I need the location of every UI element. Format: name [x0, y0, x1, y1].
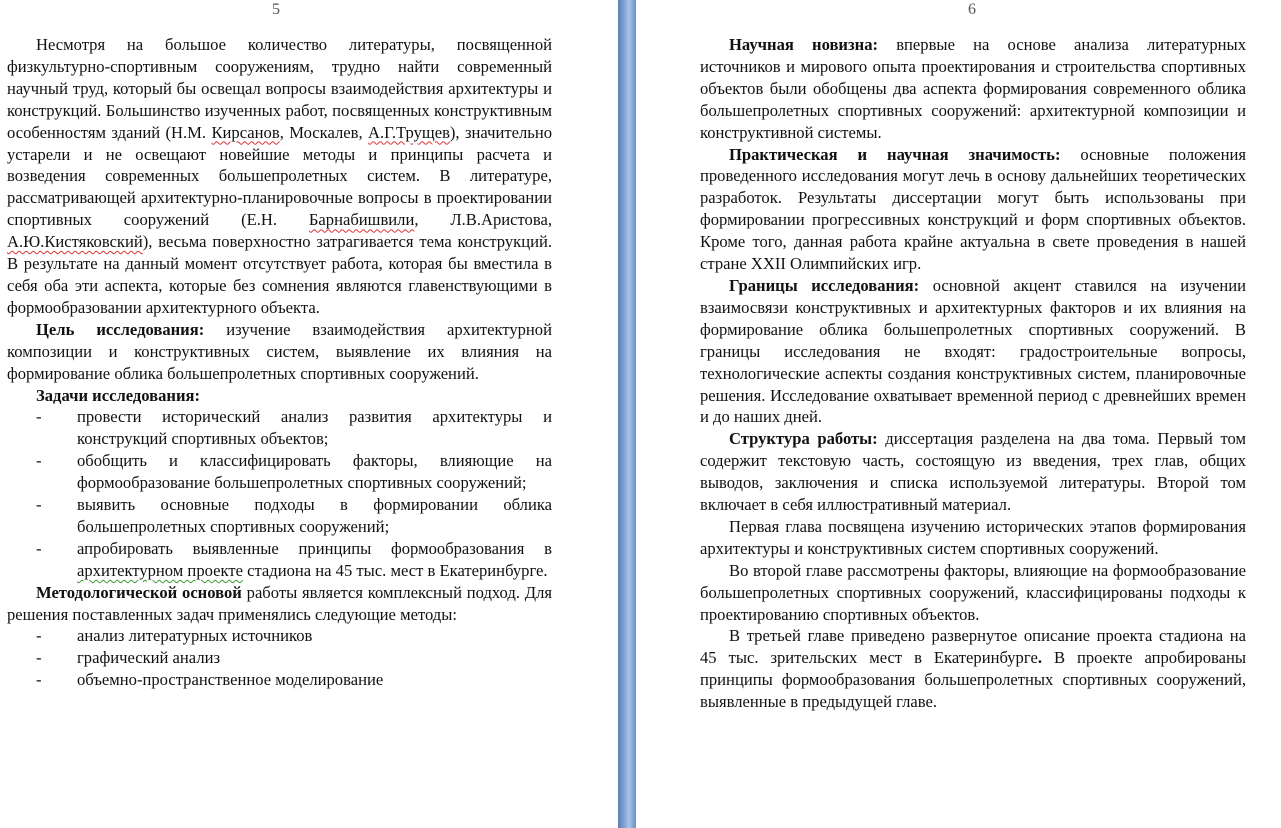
spellcheck-word: Барнабишвили [308, 210, 415, 230]
page-content [700, 34, 1246, 713]
page-number: 5 [272, 1, 280, 18]
spellcheck-word: Кирсанов [211, 122, 280, 142]
list-item: - объемно-пространственное моделирование [36, 670, 384, 690]
boundaries-paragraph: Границы исследования: основной акцент ставился на изучении взаимосвязи конструктивных и архитектурных факторов и их влияния на формирование облика большепролетных спортивных сооружений. В границы исследования не входят: градостроительные вопросы, технологические аспекты создания конструктивных систем, планировочные решения. Исследование охватывает временной период с древнейших времен и до наших дней. [700, 275, 1246, 427]
chapter1-paragraph: Первая глава посвящена изучению исторических этапов формирования архитектуры и конструктивных систем спортивных сооружений. [700, 516, 1246, 558]
page-content [7, 34, 552, 691]
grammar-check-phrase: архитектурном проекте [77, 560, 243, 580]
list-item: - выявить основные подходы в формировании облика большепролетных спортивных сооружений; [36, 495, 552, 536]
tasks-list [7, 406, 552, 581]
list-item: - анализ литературных источников [36, 626, 313, 646]
methods-list [7, 625, 552, 691]
list-item: - провести исторический анализ развития архитектуры и конструкций спортивных объектов; [36, 407, 552, 449]
structure-label: Структура работы: [729, 429, 878, 449]
intro-paragraph: Несмотря на большое количество литературы, посвященной физкультурно-спортивным сооружениям, трудно найти современный научный труд, который бы освещал вопросы взаимодействия архитектуры и конструкций. Большинство изученных работ, посвященных конструктивным особенностям зданий (Н.М. Кирсанов, Москалев, А.Г.Трущев), значительно устарели и не освещают новейшие методы и принципы расчета и возведения современных большепролетных систем. В литературе, рассматривающей архитектурно-планировочные вопросы в проектировании спортивных сооружений (Е.Н. Барнабишвили, Л.В.Аристова, А.Ю.Кистяковский), весьма поверхностно затрагивается тема конструкций. В результате на данный момент отсутствует работа, которая бы вместила в себя оба эти аспекта, которые без сомнения являются главенствующими в формообразовании архитектурного объекта. [7, 35, 552, 317]
goal-label: Цель исследования: [36, 319, 205, 339]
boundaries-label: Границы исследования: [729, 275, 920, 295]
structure-paragraph: Структура работы: диссертация разделена на два тома. Первый том содержит текстовую часть, состоящую из введения, трех глав, общих выводов, заключения и списка используемой литературы. Второй том включает в себя иллюстративный материал. [700, 429, 1246, 515]
significance-label: Практическая и научная значимость: [729, 144, 1061, 164]
list-item: - графический анализ [36, 648, 221, 668]
spellcheck-word: А.Г.Трущев [368, 122, 450, 142]
methods-label: Методологической основой [36, 582, 242, 602]
page-gap-divider [618, 0, 636, 828]
list-item: - апробировать выявленные принципы формообразования в архитектурном проекте стадиона на 45 тыс. мест в Екатеринбурге. [36, 538, 552, 580]
goal-paragraph: Цель исследования: изучение взаимодействия архитектурной композиции и конструктивных систем, выявление их влияния на формирование облика большепролетных спортивных сооружений. [7, 319, 552, 383]
document-page-right [636, 0, 1281, 828]
novelty-label: Научная новизна: [729, 35, 879, 54]
list-item: - обобщить и классифицировать факторы, влияющие на формообразование большепролетных спортивных сооружений; [36, 451, 552, 493]
spellcheck-word: А.Ю.Кистяковский [7, 232, 143, 252]
methods-paragraph: Методологической основой работы является комплексный подход. Для решения поставленных задач применялись следующие методы: [7, 582, 553, 624]
page-number: 6 [968, 1, 976, 18]
chapter2-paragraph: Во второй главе рассмотрены факторы, влияющие на формообразование большепролетных спортивных сооружений, классифицированы подходы к проектированию спортивных объектов. [700, 560, 1246, 624]
significance-paragraph: Практическая и научная значимость: основные положения проведенного исследования могут лечь в основу дальнейших теоретических разработок. Результаты диссертации могут быть использованы при формировании прогрессивных конструкций и форм спортивных объектов. Кроме того, данная работа крайне актуальна в свете проведения в нашей стране XXII Олимпийских игр. [700, 144, 1246, 274]
novelty-paragraph: Научная новизна: впервые на основе анализа литературных источников и мирового опыта проектирования и строительства спортивных объектов были обобщены два аспекта формирования современного облика большепролетных спортивных сооружений: архитектурной композиции и конструктивной системы. [700, 35, 1246, 142]
chapter3-paragraph: В третьей главе приведено развернутое описание проекта стадиона на 45 тыс. зрительских мест в Екатеринбурге. В проекте апробированы принципы формообразования большепролетных спортивных сооружений, выявленные в предыдущей главе. [700, 626, 1246, 712]
document-page-left [0, 0, 618, 828]
tasks-heading: Задачи исследования: [36, 385, 201, 405]
